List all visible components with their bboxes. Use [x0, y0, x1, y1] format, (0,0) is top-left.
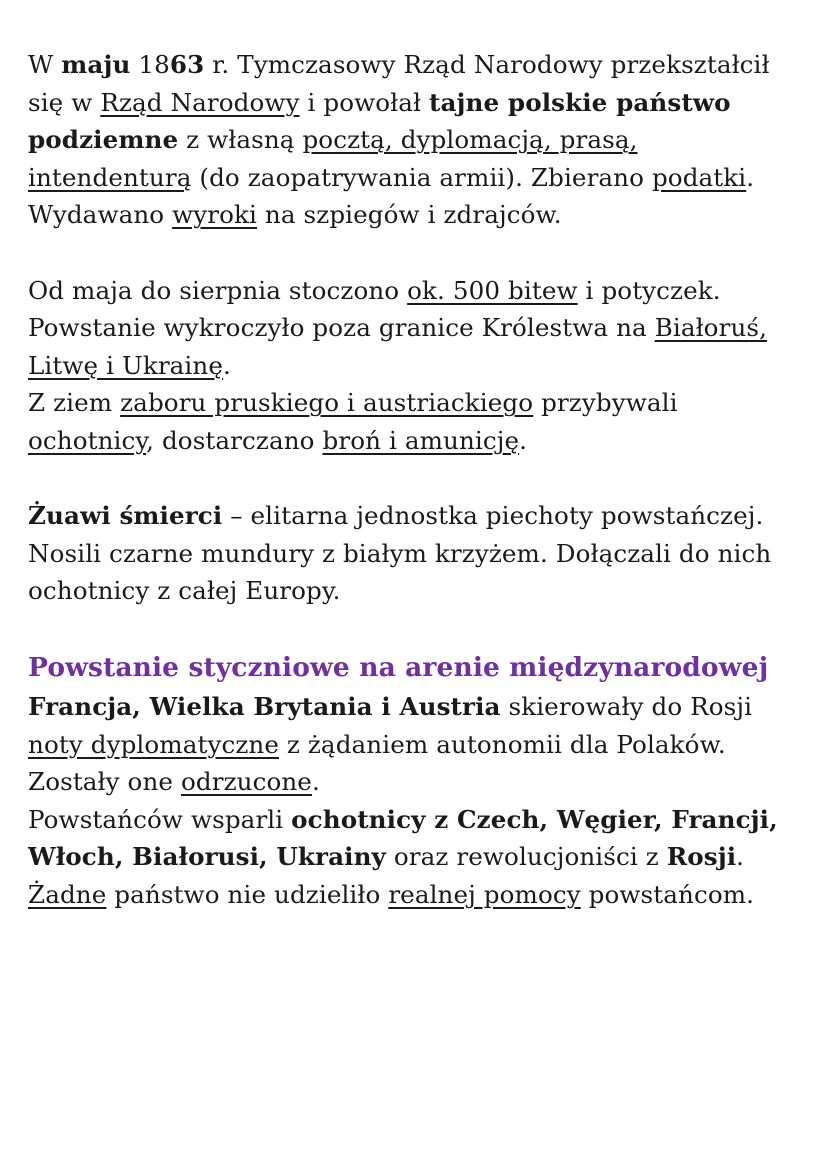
underlined-text: Rząd Narodowy: [100, 87, 300, 117]
paragraph-gap: [28, 460, 808, 498]
bold-text: Francja, Wielka Brytania i Austria: [28, 692, 501, 721]
text-span: i powołał: [299, 87, 430, 117]
document-page: [28, 46, 808, 914]
text-span: skierowały do Rosji: [500, 692, 753, 721]
text-span: Od maja do sierpnia stoczono: [28, 275, 408, 305]
paragraph-international: [28, 688, 808, 914]
text-span: państwo nie udzieliło: [106, 879, 389, 909]
bold-text: ochotnicy z Czech, Węgier, Francji, Włoch, Białorusi, Ukrainy: [28, 804, 778, 872]
paragraph-gap: [28, 610, 808, 648]
text-span: , dostarczano: [146, 425, 323, 455]
underlined-text: realnej pomocy: [388, 879, 581, 909]
text-span: – elitarna jednostka piechoty powstańczej. Nosili czarne mundury z białym krzyżem. Dołączali do nich ochotnicy z całej Europy.: [28, 501, 772, 606]
bold-text: tajne polskie państwo podziemne: [28, 87, 731, 155]
text-span: z żądaniem autonomii dla Polaków.: [278, 729, 726, 759]
text-span: powstańcom.: [580, 879, 755, 909]
bold-text: Rosji: [666, 842, 737, 872]
underlined-text: ok. 500 bitew: [407, 275, 578, 305]
underlined-text: podatki: [651, 162, 747, 192]
underlined-text: Żadne: [28, 879, 107, 909]
section-heading: Powstanie styczniowe na arenie międzynarodowej: [28, 651, 769, 683]
text-span: Powstańców wsparli: [28, 804, 292, 834]
underlined-text: broń i amunicję: [322, 425, 520, 455]
paragraph-battles: [28, 272, 808, 460]
text-span: oraz rewolucjoniści z: [385, 842, 667, 872]
underlined-text: ochotnicy: [28, 425, 147, 455]
text-span: na szpiegów i zdrajców.: [257, 200, 562, 230]
text-span: przybywali: [533, 388, 678, 418]
paragraph-gap: [28, 234, 808, 272]
text-span: z własną: [178, 125, 303, 155]
underlined-text: wyroki: [172, 200, 258, 230]
text-span: i potyczek. Powstanie wykroczyło poza granice Królestwa na: [28, 275, 721, 343]
underlined-text: Białoruś, Litwę i Ukrainę: [28, 313, 768, 380]
text-span: r. Tymczasowy Rząd Narodowy przekształcił się w: [28, 50, 770, 117]
text-span: .: [311, 767, 320, 797]
text-span: . Wydawano: [28, 162, 755, 230]
text-span: W: [28, 50, 62, 79]
underlined-text: pocztą, dyplomacją, prasą, intendenturą: [28, 125, 638, 192]
text-span: .: [223, 350, 231, 380]
underlined-text: zaboru pruskiego i austriackiego: [120, 388, 534, 418]
bold-text: maju: [61, 50, 131, 79]
bold-text: Żuawi śmierci: [28, 501, 223, 531]
underlined-text: odrzucone: [180, 767, 312, 797]
text-span: Zostały one: [28, 767, 181, 797]
text-span: .: [519, 425, 528, 455]
bold-text: 63: [169, 50, 205, 79]
text-span: 18: [130, 50, 170, 79]
text-span: .: [736, 842, 745, 872]
underlined-text: noty dyplomatyczne: [28, 729, 279, 759]
text-span: (do zaopatrywania armii). Zbierano: [191, 162, 652, 192]
text-span: Z ziem: [28, 388, 121, 418]
paragraph-national-government: [28, 46, 808, 234]
paragraph-zouaves: [28, 497, 808, 610]
